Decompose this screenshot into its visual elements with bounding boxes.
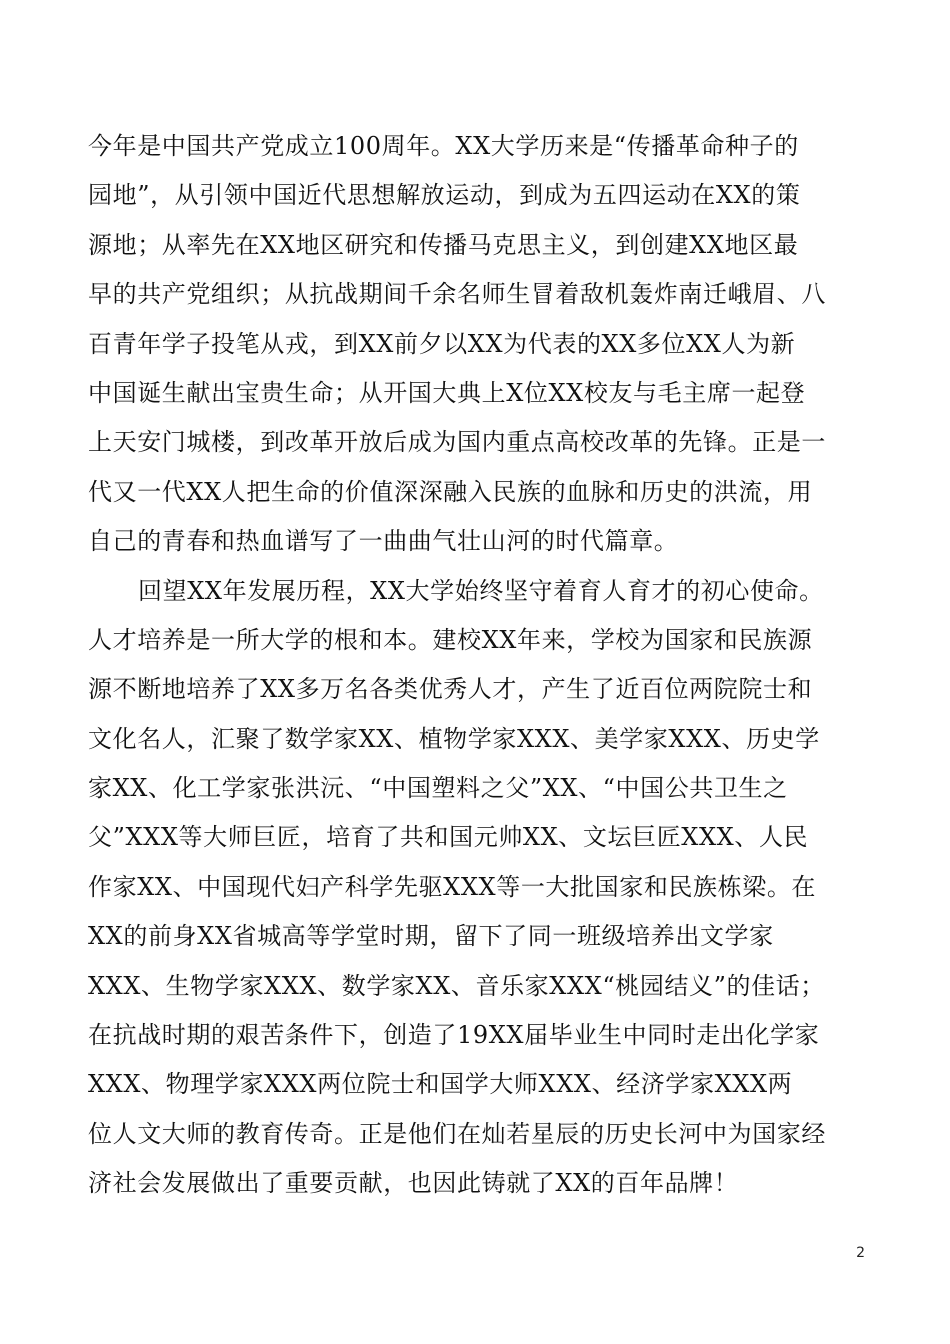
text-line: 自己的青春和热血谱写了一曲曲气壮山河的时代篇章。 bbox=[88, 527, 679, 556]
text-line: 作家XX、中国现代妇产科学先驱XXX等一大批国家和民族栋梁。在 bbox=[88, 872, 817, 901]
text-line: 源地；从率先在XX地区研究和传播马克思主义，到创建XX地区最 bbox=[88, 230, 799, 259]
text-line: 济社会发展做出了重要贡献，也因此铸就了XX的百年品牌！ bbox=[88, 1169, 739, 1198]
text-line: 位人文大师的教育传奇。正是他们在灿若星辰的历史长河中为国家经 bbox=[88, 1119, 826, 1148]
text-line: 代又一代XX人把生命的价值深深融入民族的血脉和历史的洪流，用 bbox=[88, 477, 813, 506]
text-line: 上天安门城楼，到改革开放后成为国内重点高校改革的先锋。正是一 bbox=[88, 428, 826, 457]
text-line: 在抗战时期的艰苦条件下，创造了19XX届毕业生中同时走出化学家 bbox=[88, 1021, 820, 1050]
text-line: XX的前身XX省城高等学堂时期，留下了同一班级培养出文学家 bbox=[88, 922, 774, 951]
page-number: 2 bbox=[856, 1245, 865, 1261]
text-line: 园地”，从引领中国近代思想解放运动，到成为五四运动在XX的策 bbox=[88, 181, 801, 210]
text-line: 文化名人，汇聚了数学家XX、植物学家XXX、美学家XXX、历史学 bbox=[88, 724, 820, 753]
document-body bbox=[88, 122, 878, 1209]
text-line: 人才培养是一所大学的根和本。建校XX年来，学校为国家和民族源 bbox=[88, 625, 813, 654]
text-line: 源不断地培养了XX多万名各类优秀人才，产生了近百位两院院士和 bbox=[88, 675, 813, 704]
text-line: 父”XXX等大师巨匠，培育了共和国元帅XX、文坛巨匠XXX、人民 bbox=[88, 823, 809, 852]
paragraph-first-line: 回望XX年发展历程，XX大学始终坚守着育人育才的初心使命。 bbox=[138, 576, 824, 605]
text-line: XXX、物理学家XXX两位院士和国学大师XXX、经济学家XXX两 bbox=[88, 1070, 793, 1099]
text-line: 家XX、化工学家张洪沅、“中国塑料之父”XX、“中国公共卫生之 bbox=[88, 774, 788, 803]
text-line: 中国诞生献出宝贵生命；从开国大典上X位XX校友与毛主席一起登 bbox=[88, 378, 806, 407]
text-line: 早的共产党组织；从抗战期间千余名师生冒着敌机轰炸南迁峨眉、八 bbox=[88, 280, 826, 309]
text-line: 百青年学子投笔从戎，到XX前夕以XX为代表的XX多位XX人为新 bbox=[88, 329, 796, 358]
text-line: XXX、生物学家XXX、数学家XX、音乐家XXX“桃园结义”的佳话； bbox=[88, 971, 825, 1000]
text-line: 今年是中国共产党成立100周年。XX大学历来是“传播革命种子的 bbox=[88, 132, 799, 160]
